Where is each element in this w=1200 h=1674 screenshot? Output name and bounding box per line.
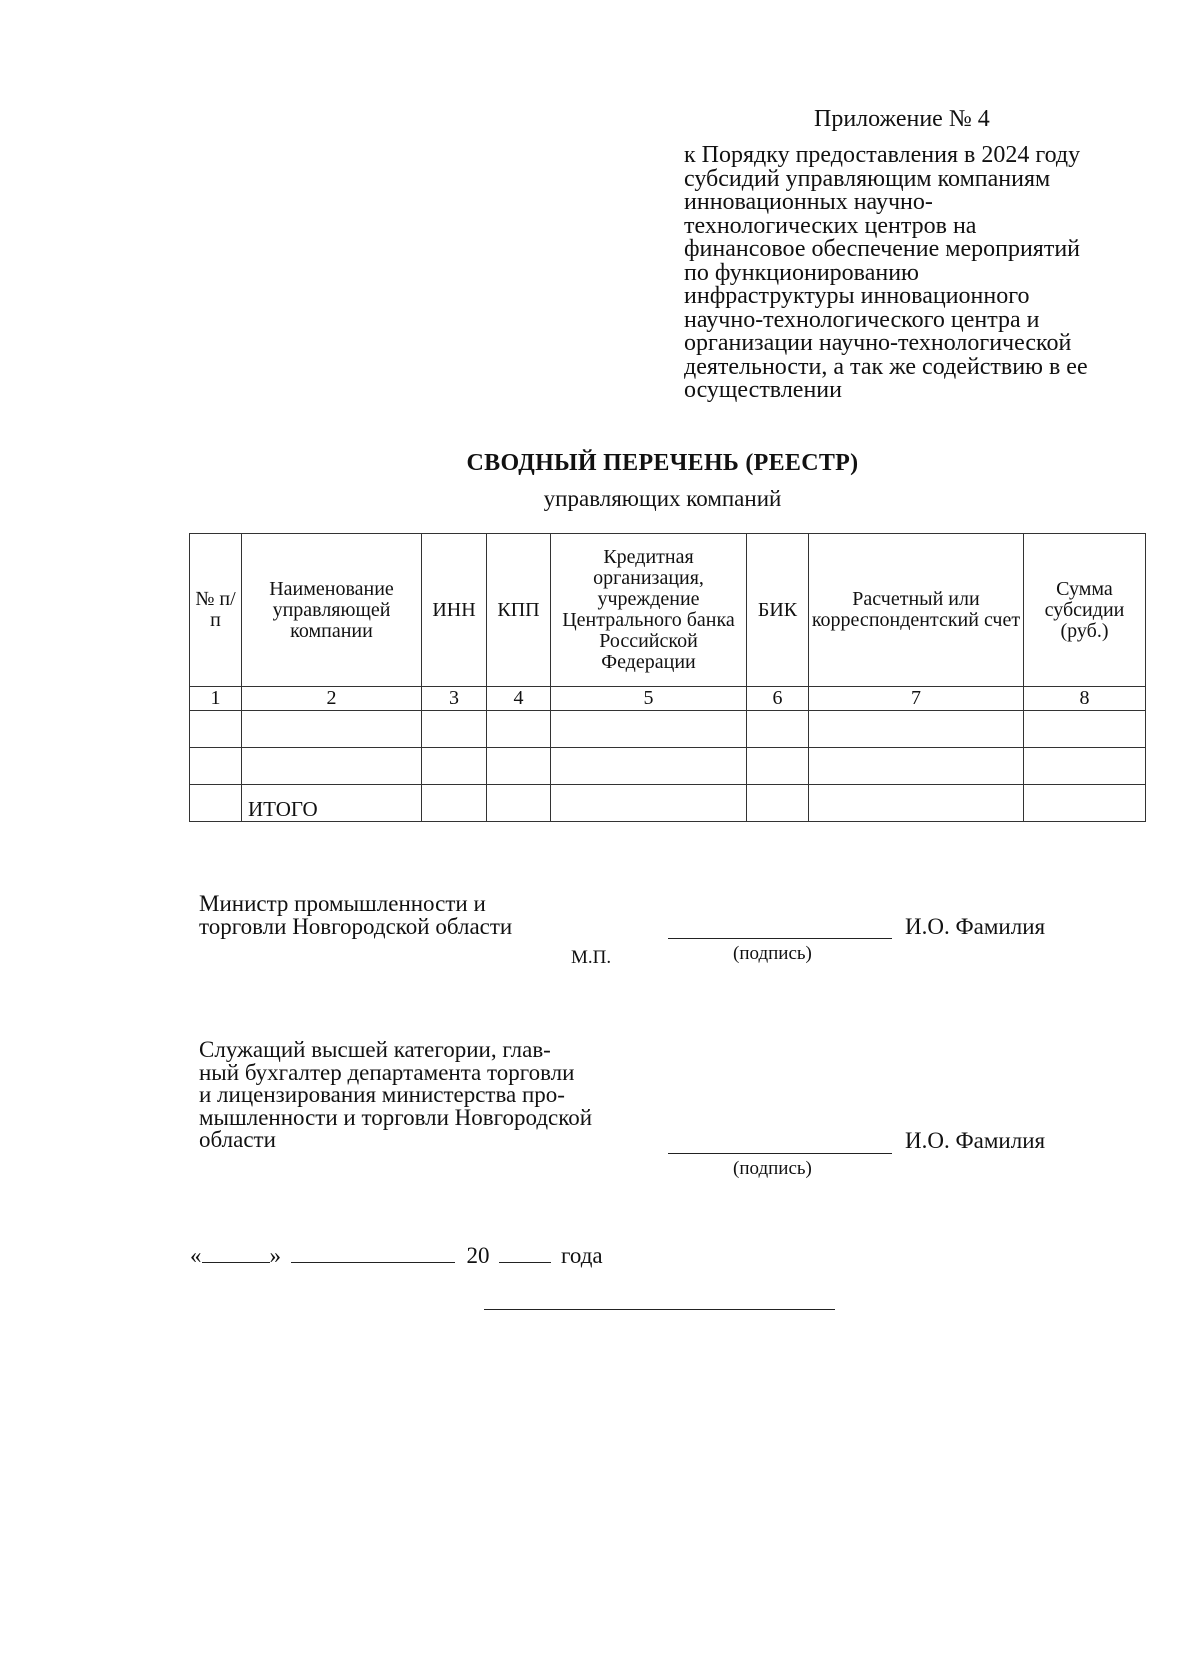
accountant-signature-caption: (подпись)	[733, 1158, 812, 1179]
table-cell	[1024, 711, 1146, 748]
total-label: ИТОГО	[242, 785, 422, 822]
minister-position-line: Министр промышленности и	[199, 891, 486, 916]
appendix-line: инфраструктуры инновационного	[684, 283, 1030, 309]
minister-position	[199, 893, 512, 938]
column-header-account: Расчетный или корреспондентский счет	[809, 534, 1024, 687]
accountant-position-line: области	[199, 1127, 276, 1152]
appendix-reference	[684, 144, 1154, 403]
table-cell	[242, 748, 422, 785]
table-cell	[551, 748, 747, 785]
column-header-subsidy-amount: Сумма субсидии (руб.)	[1024, 534, 1146, 687]
month-blank	[291, 1242, 455, 1263]
table-cell	[1024, 785, 1146, 822]
column-number: 3	[422, 687, 487, 711]
date-century: 20	[466, 1243, 490, 1268]
column-number: 1	[190, 687, 242, 711]
table-cell	[487, 748, 551, 785]
appendix-line: осуществлении	[684, 377, 842, 403]
appendix-title: Приложение № 4	[814, 106, 990, 132]
table-cell	[551, 785, 747, 822]
minister-position-line: торговли Новгородской области	[199, 913, 513, 939]
table-row	[190, 711, 1146, 748]
column-number: 4	[487, 687, 551, 711]
accountant-position-line: ный бухгалтер департамента торговли	[199, 1059, 575, 1085]
total-row	[190, 785, 1146, 822]
accountant-signature-line	[668, 1153, 892, 1154]
table-cell	[809, 711, 1024, 748]
column-number: 8	[1024, 687, 1146, 711]
table-cell	[747, 711, 809, 748]
accountant-position-line: Служащий высшей категории, глав-	[199, 1037, 551, 1062]
appendix-line: деятельности, а так же содействию в ее	[684, 353, 1088, 380]
minister-signature-caption: (подпись)	[733, 943, 812, 964]
table-cell	[809, 748, 1024, 785]
table-cell	[422, 785, 487, 822]
appendix-line: научно-технологического центра и	[684, 306, 1040, 333]
appendix-line: субсидий управляющим компаниям	[684, 165, 1051, 192]
accountant-position	[199, 1039, 592, 1152]
column-number: 7	[809, 687, 1024, 711]
appendix-line: технологических центров на	[684, 212, 977, 239]
minister-name: И.О. Фамилия	[905, 914, 1046, 939]
column-header-bik: БИК	[747, 534, 809, 687]
accountant-position-line: и лицензирования министерства про-	[199, 1082, 565, 1107]
table-header-row	[190, 534, 1146, 687]
table-cell	[242, 711, 422, 748]
table-cell	[487, 711, 551, 748]
table-cell	[551, 711, 747, 748]
appendix-line: организации научно-технологической	[684, 330, 1072, 356]
appendix-line: по функционированию	[684, 259, 919, 286]
column-header-kpp: КПП	[487, 534, 551, 687]
date-suffix: года	[561, 1243, 603, 1268]
minister-signature-line	[668, 938, 892, 939]
table-cell	[422, 711, 487, 748]
column-header-credit-organization: Кредитная организация, учреждение Центрального банка Российской Федерации	[551, 534, 747, 687]
document-title: СВОДНЫЙ ПЕРЕЧЕНЬ (РЕЕСТР)	[466, 450, 859, 476]
table-cell	[422, 748, 487, 785]
column-number: 5	[551, 687, 747, 711]
document-subtitle: управляющих компаний	[543, 486, 782, 511]
table-cell	[747, 748, 809, 785]
date-close-quote: »	[269, 1243, 281, 1268]
column-number-row	[190, 687, 1146, 711]
table-cell	[190, 711, 242, 748]
column-number: 6	[747, 687, 809, 711]
table-row	[190, 748, 1146, 785]
column-number: 2	[242, 687, 422, 711]
column-header-number: № п/п	[190, 534, 242, 687]
bottom-signature-line	[484, 1309, 835, 1310]
column-header-inn: ИНН	[422, 534, 487, 687]
column-header-company-name: Наименование управляющей компании	[242, 534, 422, 687]
table-cell	[809, 785, 1024, 822]
date-open-quote: «	[190, 1243, 202, 1268]
table-cell	[747, 785, 809, 822]
table-cell	[190, 748, 242, 785]
table-cell	[190, 785, 242, 822]
accountant-name: И.О. Фамилия	[905, 1128, 1046, 1153]
appendix-line: инновационных научно-	[684, 189, 933, 215]
registry-table	[189, 533, 1146, 822]
appendix-line: к Порядку предоставления в 2024 году	[684, 142, 1081, 168]
table-cell	[1024, 748, 1146, 785]
stamp-placeholder: М.П.	[571, 947, 612, 968]
accountant-position-line: мышленности и торговли Новгородской	[199, 1104, 593, 1130]
day-blank	[202, 1242, 270, 1263]
appendix-line: финансовое обеспечение мероприятий	[684, 236, 1080, 262]
year-blank	[499, 1242, 551, 1263]
table-cell	[487, 785, 551, 822]
date-row	[190, 1242, 603, 1270]
